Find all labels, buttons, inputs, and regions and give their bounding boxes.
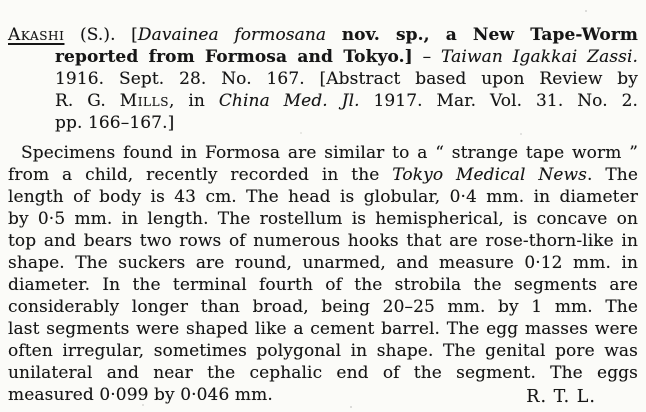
text-run-p: R. G.: [55, 91, 120, 111]
text-run-p: (S.). [: [64, 25, 138, 45]
text-line: [8, 362, 638, 384]
text-run-b: nov. sp., a New Tape-Worm: [341, 25, 638, 45]
text-run-p: Specimens found in Formosa are similar to a “ strange tape worm ”: [21, 143, 638, 163]
text-line: [8, 112, 638, 134]
text-run-p: length of body is 43 cm. The head is globular, 0·4 mm. in diameter: [8, 187, 638, 207]
text-run-i: Tokyo Medical News: [392, 165, 588, 185]
text-run-b: reported from Formosa and Tokyo.]: [55, 47, 413, 67]
text-line: [8, 68, 638, 90]
text-line: [8, 318, 638, 340]
text-run-p: top and bears two rows of numerous hooks that are rose-thorn-like in: [8, 231, 638, 251]
text-run-p: by 0·5 mm. in length. The rostellum is hemispherical, is concave on: [8, 209, 638, 229]
text-line: [8, 90, 638, 112]
text-line: [8, 46, 638, 68]
text-line: [8, 186, 638, 208]
scan-speckle-noise: [0, 0, 2, 2]
text-run-p: , in: [169, 91, 219, 111]
text-run-p: –: [412, 47, 442, 67]
text-line: [8, 252, 638, 274]
text-run-scu: Akashi: [8, 25, 65, 45]
text-run-p: 1916. Sept. 28. No. 167. [Abstract based upon Review by: [55, 69, 638, 89]
text-line: [8, 230, 638, 252]
text-run-p: from a child, recently recorded in the: [8, 165, 393, 185]
text-run-p: [326, 25, 342, 45]
text-run-p: . The: [587, 165, 638, 185]
text-run-p: shape. The suckers are round, unarmed, and measure 0·12 mm. in: [8, 253, 638, 273]
text-line: [8, 24, 638, 46]
text-run-p: measured 0·099 by 0·046 mm.: [8, 385, 273, 405]
text-line: [8, 340, 638, 362]
text-line: [8, 208, 638, 230]
text-run-p: pp. 166–167.]: [55, 113, 175, 133]
text-run-i: China Med. Jl.: [218, 91, 360, 111]
text-run-p: unilateral and near the cephalic end of the segment. The eggs: [8, 363, 638, 383]
reviewer-initials: R. T. L.: [526, 387, 596, 407]
text-line: [8, 296, 638, 318]
text-run-p: considerably longer than broad, being 20–25 mm. by 1 mm. The: [8, 297, 638, 317]
text-run-p: 1917. Mar. Vol. 31. No. 2.: [359, 91, 638, 111]
text-run-i: Davainea formosana: [137, 25, 327, 45]
text-run-p: last segments were shaped like a cement barrel. The egg masses were: [8, 319, 638, 339]
text-line: [8, 274, 638, 296]
text-run-p: diameter. In the terminal fourth of the strobila the segments are: [8, 275, 638, 295]
citation-block: [8, 24, 638, 134]
text-run-i: Taiwan Igakkai Zassi.: [441, 47, 639, 67]
text-line: [8, 142, 638, 164]
text-run-p: often irregular, sometimes polygonal in shape. The genital pore was: [8, 341, 638, 361]
text-line: [8, 164, 638, 186]
text-run-sc: Mills: [119, 91, 170, 111]
abstract-paragraph: [8, 142, 638, 406]
